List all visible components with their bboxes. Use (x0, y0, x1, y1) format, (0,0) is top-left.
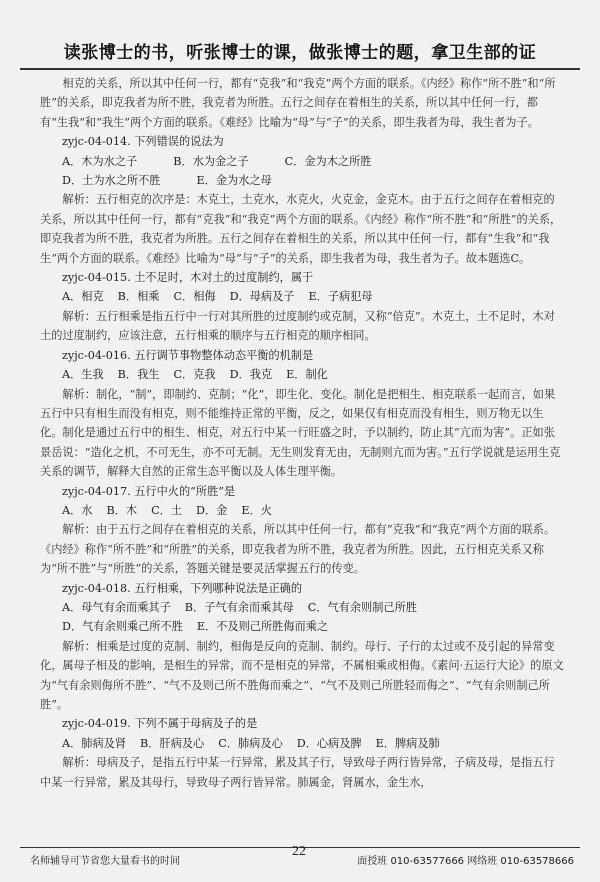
question-stem: 下列不属于母病及子的是 (134, 717, 258, 731)
question-id: zyjc-04-017. (62, 484, 131, 498)
question-stem: 下列错误的说法为 (134, 135, 224, 149)
option-d: D．心病及脾 (296, 736, 362, 750)
explanation: 解析：母病及子，是指五行中某一行异常，累及其子行，导致母子两行皆异常，子病及母，是指五行中某一行异常，累及其母行，导致母子两行皆异常。肺属金，肾属水，金生水， (40, 756, 555, 789)
option-b: B．相乘 (117, 290, 160, 304)
intro-paragraph: 相克的关系，所以其中任何一行，都有“克我”和“我克”两个方面的联系。《内经》称作“所不胜”和“所胜”的关系，即克我者为所不胜，我克者为所胜。五行之间存在着相生的关系，所以其中任何一行，都有“生我”和“我生”两个方面的联系。《难经》比喻为“母”与“子”的关系，即生我者为母，我生者为子。 (40, 77, 556, 129)
option-c: C．克我 (173, 368, 216, 382)
options-row (40, 365, 564, 384)
option-b: B．子气有余而乘其母 (184, 600, 294, 614)
options-row (40, 598, 564, 617)
question-stem: 五行中火的“所胜”是 (134, 484, 236, 498)
page-footer (20, 844, 580, 872)
question-stem: 五行相乘，下列哪种说法是正确的 (134, 581, 303, 595)
question-018 (40, 579, 564, 598)
option-c: C．肺病及心 (218, 736, 283, 750)
option-a: A．木为水之子 (62, 154, 138, 168)
options-row (40, 501, 564, 520)
option-e: E．火 (241, 503, 272, 517)
option-a: A．生我 (62, 368, 104, 382)
question-id: zyjc-04-014. (62, 135, 131, 149)
explanation: 解析：五行相乘是指五行中一行对其所胜的过度制约或克制，又称“倍克”。木克土，土不足时，木对土的过度制约，应该注意，五行相乘的顺序与五行相克的顺序相同。 (40, 309, 555, 343)
option-d: D．土为水之所不胜 (62, 174, 161, 188)
question-019 (40, 714, 564, 733)
option-c: C．土 (151, 503, 183, 517)
option-c: C．气有余则制己所胜 (307, 600, 417, 614)
document-body (40, 74, 564, 792)
option-a: A．母气有余而乘其子 (62, 600, 171, 614)
option-e: E．子病犯母 (308, 290, 373, 304)
explanation: 解析：由于五行之间存在着相克的关系，所以其中任何一行，都有“克我”和“我克”两个方面的联系。《内经》称作“所不胜”和“所胜”的关系，即克我者为所不胜，我克者为所胜。因此，五行相克关系又称为“所不胜”与“所胜”的关系，答题关键是要灵活掌握五行的传变。 (40, 523, 556, 576)
option-e: E．不及则己所胜侮而乘之 (196, 620, 329, 634)
option-b: B．木 (106, 503, 138, 517)
explanation: 解析：五行相克的次序是：木克土，土克水，水克火，火克金，金克木。由于五行之间存在着相克的关系，所以其中任何一行，都有“克我”和“我克”两个方面的联系。《内经》称作“所不胜”和“所胜”的关系，即克我者为所不胜，我克者为所胜。五行之间存在着相生的关系，所以其中任何一行，都有“生我”和“我生”两个方面的联系。《难经》比喻为“母”与“子”的关系，即生我者为母，我生者为子。故本题选C。 (40, 193, 562, 265)
option-b: B．水为金之子 (173, 154, 249, 168)
option-a: A．相克 (62, 290, 104, 304)
footer-contact: 面授班 010-63577666 网络班 010-63578666 (357, 856, 574, 867)
option-b: B．我生 (117, 368, 160, 382)
page-header (20, 12, 580, 70)
header-title: 读张博士的书，听张博士的课，做张博士的题，拿卫生部的证 (63, 43, 537, 63)
option-d: D．母病及子 (229, 290, 295, 304)
question-014 (40, 132, 564, 151)
option-e: E．制化 (286, 368, 328, 382)
question-stem: 土不足时，木对土的过度制约，属于 (134, 271, 314, 285)
option-c: C．相侮 (173, 290, 216, 304)
question-id: zyjc-04-019. (62, 717, 131, 731)
option-c: C．金为木之所胜 (284, 154, 372, 168)
option-a: A．肺病及肾 (62, 736, 127, 750)
options-row (40, 171, 564, 190)
question-id: zyjc-04-018. (62, 581, 131, 595)
options-row (40, 152, 564, 171)
options-row (40, 287, 564, 306)
question-016 (40, 346, 564, 365)
page-number: 22 (292, 844, 306, 859)
explanation: 解析：相乘是过度的克制、制约，相侮是反向的克制、制约。母行、子行的太过或不及引起的异常变化，属母子相及的影响，是相生的异常，而不是相克的异常，不属相乘或相侮。《素问·五运行大论》的原文为“气有余则侮所不胜”、“气不及则己所不胜侮而乘之”、“气不及则己所胜轻而侮之”、“气有余则制己所胜”。 (40, 639, 564, 711)
option-a: A．水 (62, 503, 93, 517)
option-d: D．我克 (229, 368, 273, 382)
options-row (40, 734, 564, 753)
question-id: zyjc-04-015. (62, 271, 131, 285)
question-015 (40, 268, 564, 287)
option-e: E．脾病及肺 (375, 736, 440, 750)
question-stem: 五行调节事物整体动态平衡的机制是 (134, 348, 314, 362)
explanation: 解析：制化，“制”，即制约、克制；“化”，即生化、变化。制化是把相生、相克联系一起而言，如果五行中只有相生而没有相克，则不能维持正常的平衡，反之，如果仅有相克而没有相生，则万物无以生化。制化是通过五行中的相生、相克，对五行中某一行旺盛之时，予以制约，防止其“亢而为害”。正如张景岳说：“造化之机，不可无生，亦不可无制。无生则发育无由，无制则亢而为害。”五行学说就是运用生克关系的调节，解释大自然的正常生态平衡以及人体生理平衡。 (40, 387, 561, 479)
footer-slogan: 名师辅导可节省您大量看书的时间 (30, 856, 180, 867)
option-e: E．金为水之母 (196, 174, 272, 188)
option-d: D．气有余则乘己所不胜 (62, 620, 183, 634)
question-017 (40, 482, 564, 501)
option-d: D．金 (196, 503, 228, 517)
options-row (40, 617, 564, 636)
option-b: B．肝病及心 (140, 736, 205, 750)
question-id: zyjc-04-016. (62, 348, 131, 362)
